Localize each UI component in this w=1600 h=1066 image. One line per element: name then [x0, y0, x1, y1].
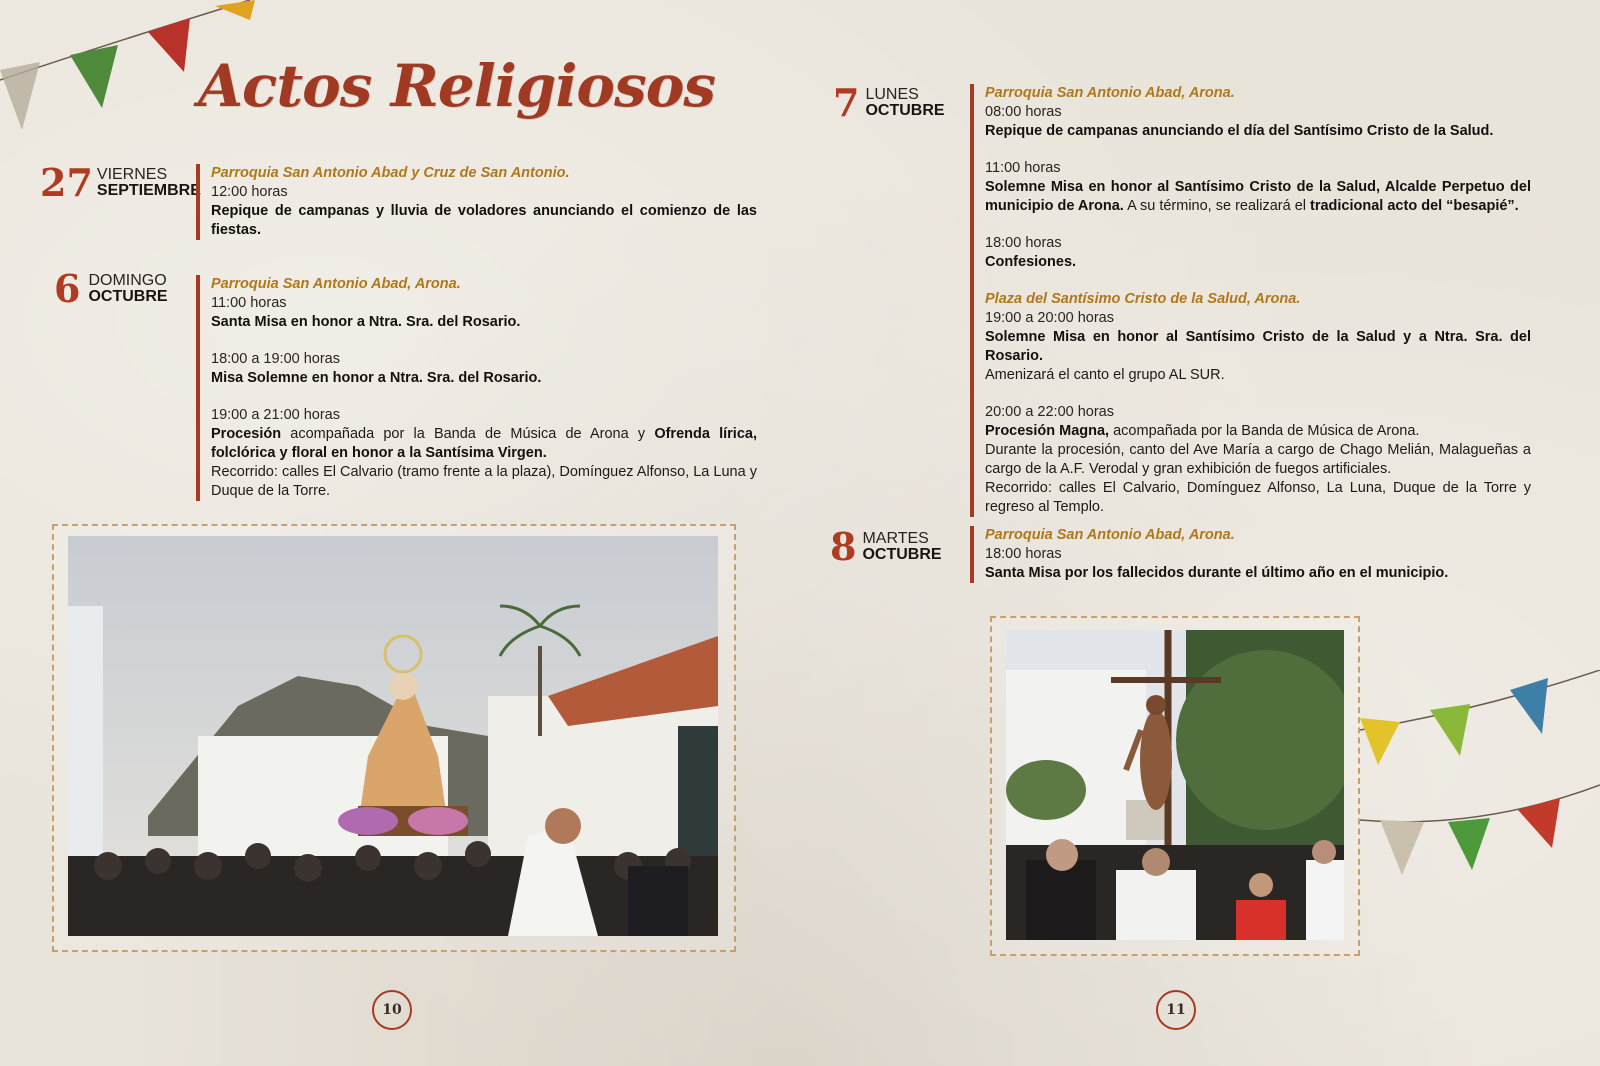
- day-number: 6: [54, 266, 81, 311]
- month: SEPTIEMBRE: [96, 182, 201, 199]
- date-block-6-octubre: [54, 266, 168, 311]
- page-number-left: 10: [372, 990, 412, 1030]
- venue: Parroquia San Antonio Abad y Cruz de San Antonio.: [211, 165, 570, 181]
- venue: Parroquia San Antonio Abad, Arona.: [985, 85, 1235, 101]
- date-block-27-septiembre: [40, 160, 201, 205]
- month: OCTUBRE: [862, 546, 942, 563]
- weekday: LUNES: [865, 86, 919, 103]
- day-words: [862, 531, 941, 563]
- venue: Parroquia San Antonio Abad, Arona.: [211, 276, 461, 292]
- description: Procesión Magna, acompañada por la Banda de Música de Arona.: [985, 423, 1420, 439]
- venue: Parroquia San Antonio Abad, Arona.: [985, 527, 1235, 543]
- time: 11:00 horas: [985, 160, 1061, 176]
- time: 18:00 horas: [985, 546, 1062, 562]
- procession-details: Durante la procesión, canto del Ave María a cargo de Chago Melián, Malagueñas a cargo de la A.F. Verodal y gran exhibición de fuegos artificiales.: [985, 442, 1531, 477]
- month: OCTUBRE: [865, 102, 945, 119]
- description: Santa Misa en honor a Ntra. Sra. del Rosario.: [211, 314, 521, 330]
- event-entry-8-octubre: [970, 526, 1531, 583]
- route: Recorrido: calles El Calvario, Domínguez Alfonso, La Luna, Duque de la Torre y regreso al Templo.: [985, 480, 1531, 515]
- bunting-right: [1360, 670, 1600, 890]
- page-title: Actos Religiosos: [198, 52, 716, 120]
- venue: Plaza del Santísimo Cristo de la Salud, Arona.: [985, 291, 1301, 307]
- description: Repique de campanas anunciando el día del Santísimo Cristo de la Salud.: [985, 123, 1494, 139]
- day-words: [97, 167, 201, 199]
- day-number: 8: [830, 524, 857, 569]
- time: 18:00 horas: [985, 235, 1062, 251]
- description: Confesiones.: [985, 254, 1077, 270]
- weekday: MARTES: [862, 530, 929, 547]
- time: 19:00 a 21:00 horas: [211, 407, 340, 423]
- description: Misa Solemne en honor a Ntra. Sra. del Rosario.: [211, 370, 542, 386]
- description: Repique de campanas y lluvia de voladores anunciando el comienzo de las fiestas.: [211, 203, 757, 238]
- day-number: 7: [833, 80, 860, 125]
- description: Solemne Misa en honor al Santísimo Cristo de la Salud y a Ntra. Sra. del Rosario.: [985, 329, 1531, 364]
- time: 08:00 horas: [985, 104, 1062, 120]
- event-entry-7-octubre: [970, 84, 1531, 517]
- day-words: [88, 273, 167, 305]
- weekday: VIERNES: [96, 166, 168, 183]
- time: 18:00 a 19:00 horas: [211, 351, 340, 367]
- weekday: DOMINGO: [88, 272, 167, 289]
- date-block-8-octubre: [830, 524, 942, 569]
- month: OCTUBRE: [88, 288, 168, 305]
- time: 20:00 a 22:00 horas: [985, 404, 1114, 420]
- time: 19:00 a 20:00 horas: [985, 310, 1114, 326]
- note: Amenizará el canto el grupo AL SUR.: [985, 367, 1225, 383]
- description: Solemne Misa en honor al Santísimo Cristo de la Salud, Alcalde Perpetuo del municipio de Arona. A su término, se realizará el tradicional acto del “besapié”.: [985, 179, 1531, 214]
- route: Recorrido: calles El Calvario (tramo frente a la plaza), Domínguez Alfonso, La Luna y Duque de la Torre.: [211, 464, 757, 499]
- event-entry-27-septiembre: [196, 164, 757, 240]
- time: 12:00 horas: [211, 184, 288, 200]
- date-block-7-octubre: [833, 80, 945, 125]
- description: Procesión acompañada por la Banda de Música de Arona y Ofrenda lírica, folclórica y floral en honor a la Santísima Virgen.: [211, 426, 757, 461]
- day-number: 27: [40, 160, 93, 205]
- page-number-right: 11: [1156, 990, 1196, 1030]
- day-words: [865, 87, 944, 119]
- procession-cristo-photo: [1006, 630, 1344, 940]
- description: Santa Misa por los fallecidos durante el último año en el municipio.: [985, 565, 1449, 581]
- procession-virgin-photo: [68, 536, 718, 936]
- event-entry-6-octubre: [196, 275, 757, 501]
- time: 11:00 horas: [211, 295, 287, 311]
